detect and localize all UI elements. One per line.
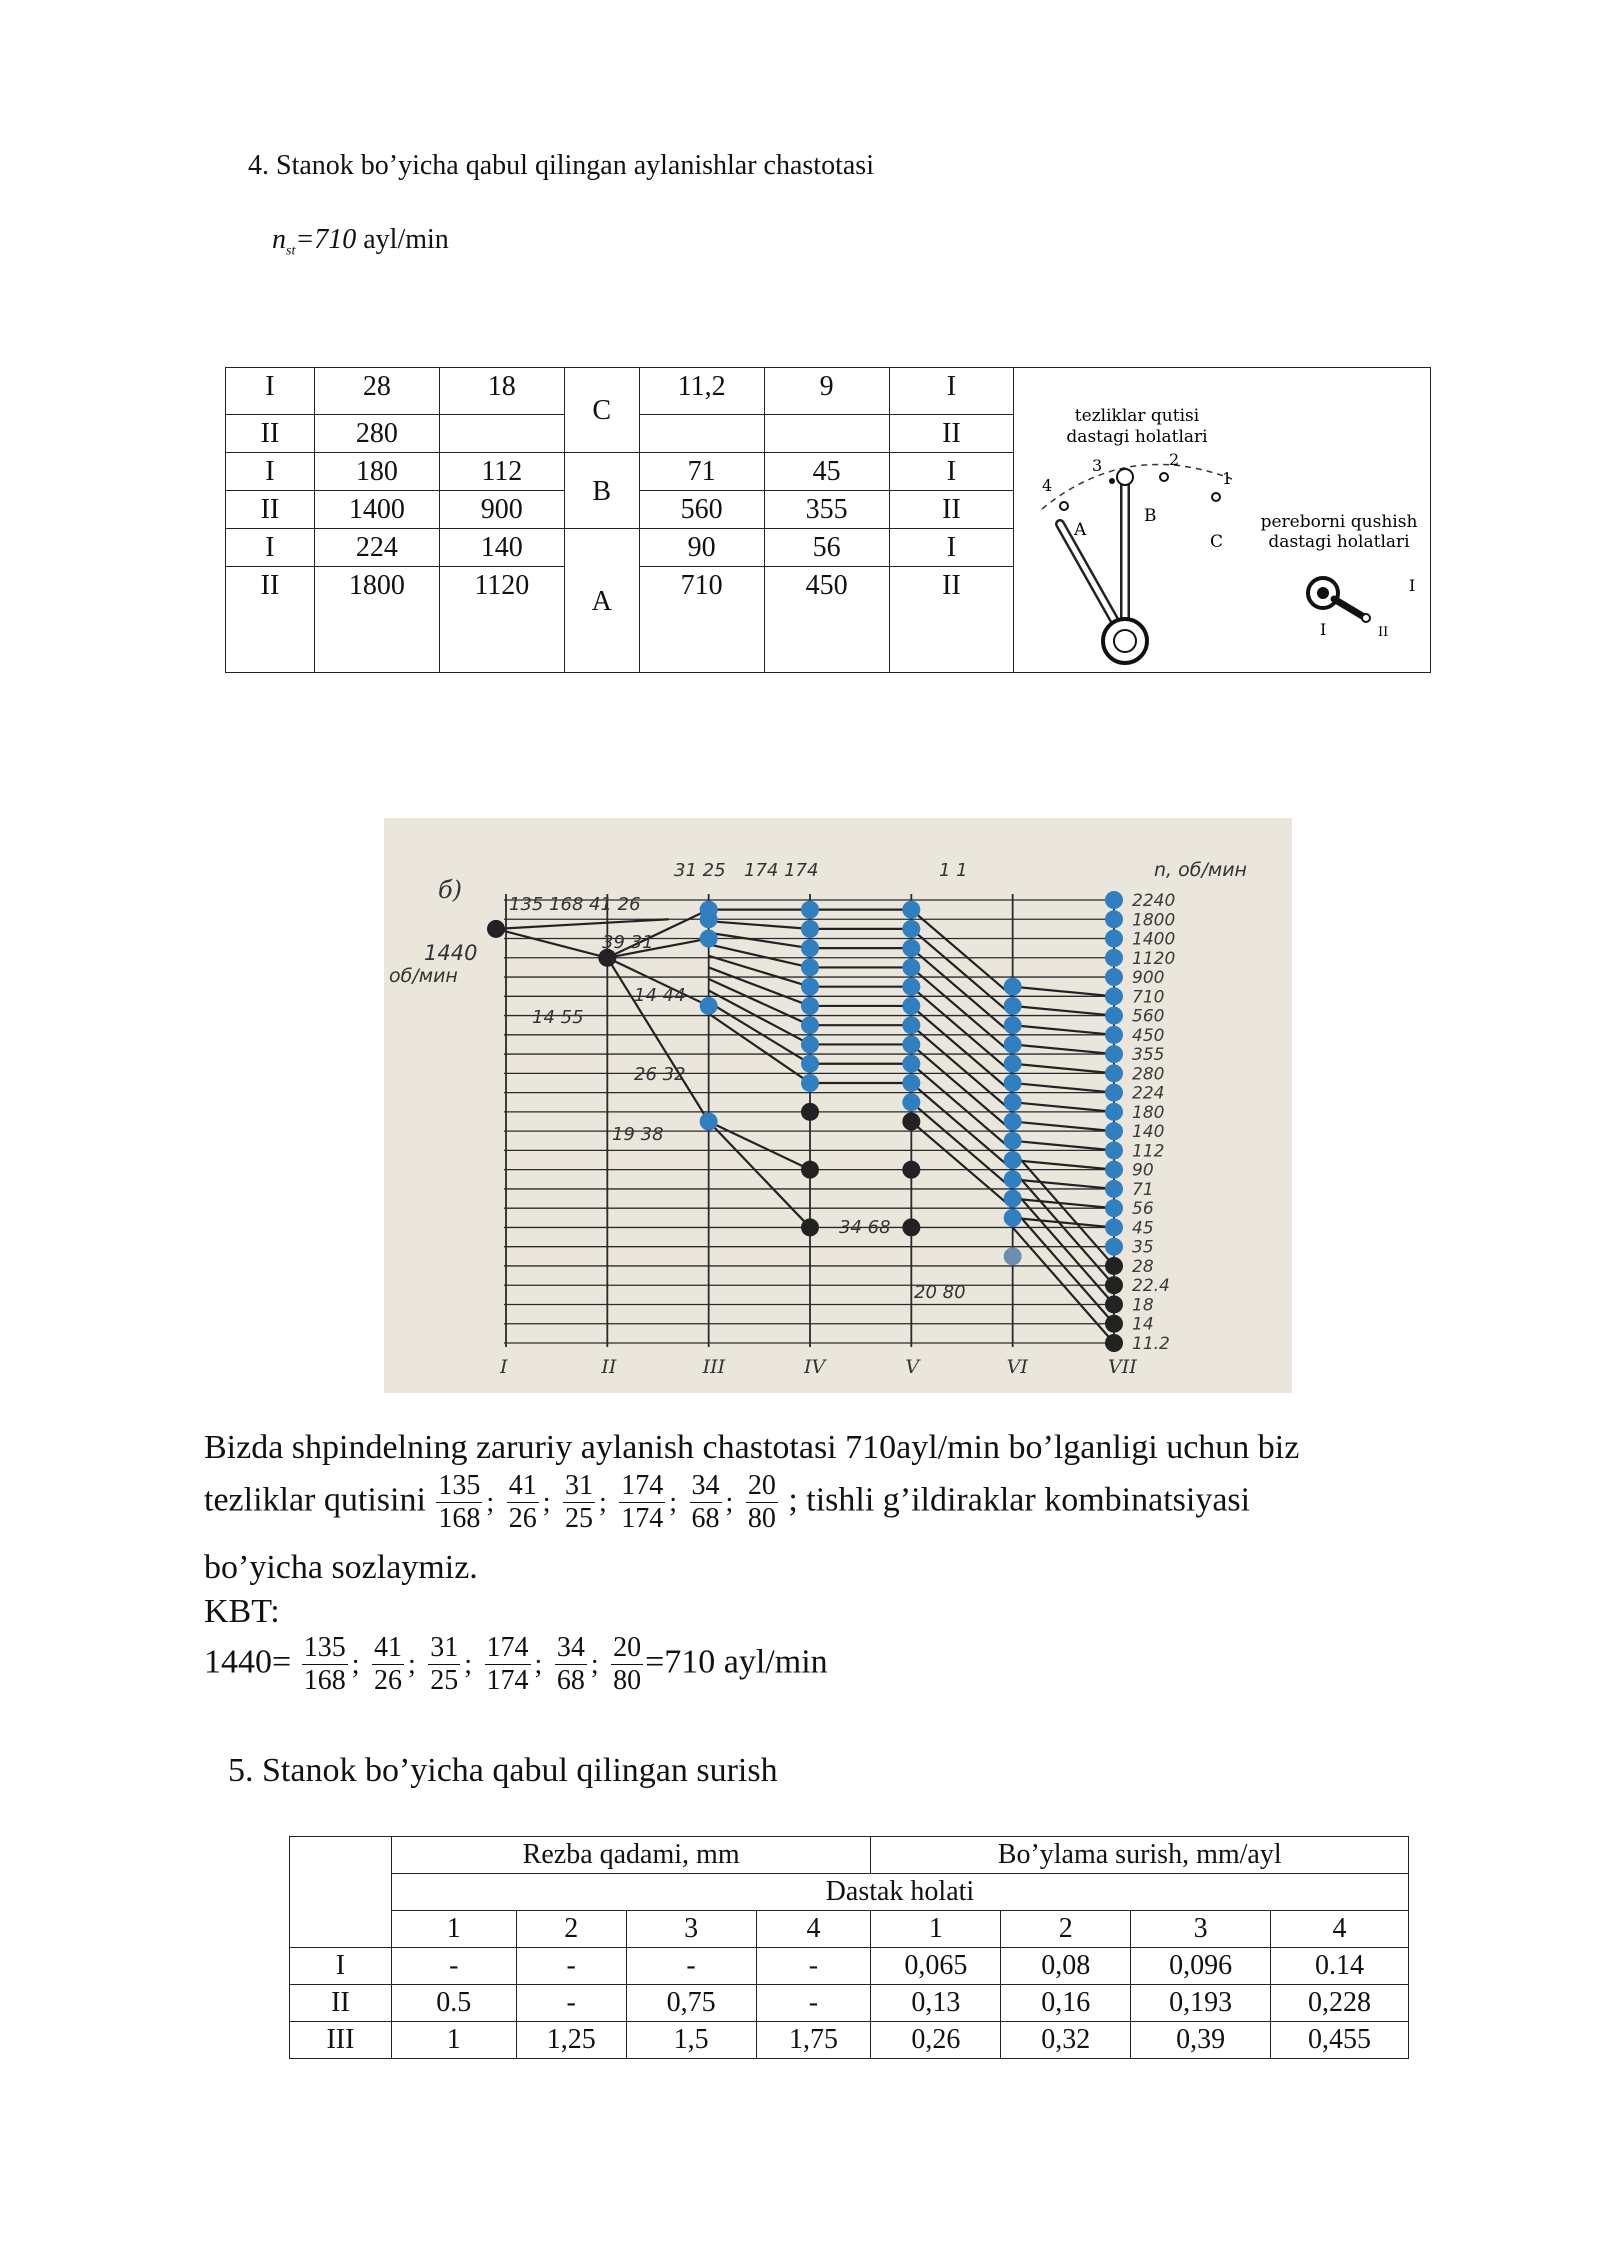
ratio: $\frac{34}{68}$: [556, 1632, 585, 1696]
speed-dot: [902, 1113, 920, 1131]
output-speed-label: 450: [1132, 1025, 1165, 1046]
position-label: 1: [1222, 469, 1233, 488]
feed-table: [289, 1836, 1409, 2059]
gear-ratio-label: 20 80: [914, 1282, 966, 1303]
output-speed-label: 180: [1132, 1102, 1165, 1123]
speed-dot: [801, 920, 819, 938]
output-speed-label: 280: [1132, 1064, 1165, 1085]
output-speed-label: 11.2: [1132, 1334, 1170, 1354]
output-speed-label: 710: [1132, 987, 1165, 1008]
ratio: $\frac{31}{25}$: [430, 1632, 459, 1696]
ratio: $\frac{41}{26}$: [373, 1632, 402, 1696]
table-cell: 180: [314, 453, 439, 491]
shaft-label: IV: [804, 1356, 826, 1378]
table-cell: 0.5: [391, 1985, 516, 2022]
speed-dot: [902, 978, 920, 996]
panel-label: б): [438, 876, 463, 904]
speed-dot: [1004, 1170, 1022, 1188]
paragraph-line1: Bizda shpindelning zaruriy aylanish chastotasi 710ayl/min bo’lganligi uchun biz: [204, 1429, 1300, 1466]
shaft-label: VII: [1108, 1356, 1137, 1378]
letter-c: C: [1210, 532, 1224, 552]
ratio: $\frac{135}{168}$: [303, 1632, 346, 1696]
table-cell: 0,065: [871, 1948, 1001, 1985]
right-title-line1: pereborni qushish: [1260, 512, 1418, 532]
speed-dot: [902, 1055, 920, 1073]
speed-dot: [1105, 1007, 1123, 1025]
speed-dot: [902, 1016, 920, 1034]
speed-dot: [902, 1074, 920, 1092]
speed-dot: [1105, 968, 1123, 986]
kbt-label: KBT:: [204, 1593, 280, 1630]
output-speed-label: 1120: [1132, 948, 1176, 969]
kbt-start: 1440=: [204, 1643, 292, 1681]
speed-dot: [1004, 1209, 1022, 1227]
diagram-title-line1: tezliklar qutisi: [1074, 406, 1200, 426]
table-cell: 450: [764, 567, 889, 673]
speed-dot: [1004, 1151, 1022, 1169]
table-cell: 1: [391, 2022, 516, 2059]
speed-dot: [1105, 987, 1123, 1005]
speed-dot: [902, 958, 920, 976]
speed-dot: [1004, 1035, 1022, 1053]
table-cell: 112: [439, 453, 564, 491]
table-cell: II: [226, 415, 315, 453]
speed-dot: [1105, 1257, 1123, 1275]
paragraph-text: ; tishli g’ildiraklar kombinatsiyasi: [788, 1481, 1251, 1519]
position-dot: [1109, 478, 1115, 484]
spindle-speed-formula: $n_{st}=710$ ayl/min: [272, 224, 449, 259]
speed-dot: [1105, 1084, 1123, 1102]
speed-dot: [902, 997, 920, 1015]
output-speed-label: 35: [1132, 1237, 1154, 1258]
table-cell: II: [889, 567, 1014, 673]
gear-ratio-label: 135 168: [509, 894, 584, 915]
table-cell: II: [889, 491, 1014, 529]
table-cell: 0,193: [1131, 1985, 1271, 2022]
speed-dot: [801, 1218, 819, 1236]
table-cell: 28: [314, 368, 439, 415]
gear-ratio-label: 26 32: [634, 1064, 686, 1085]
row-label: II: [290, 1985, 392, 2022]
speed-dot: [1004, 1074, 1022, 1092]
gear-ratio-label: 174 174: [744, 860, 819, 881]
speed-dot: [801, 1103, 819, 1121]
table-cell: -: [516, 1948, 626, 1985]
table-cell: II: [889, 415, 1014, 453]
table-cell: 71: [639, 453, 764, 491]
right-title-line2: dastagi holatlari: [1268, 532, 1410, 552]
speed-dot: [1105, 1122, 1123, 1140]
group-label: C: [564, 368, 639, 453]
output-speed-label: 45: [1132, 1218, 1154, 1239]
speed-dot: [801, 1161, 819, 1179]
speed-dot: [801, 978, 819, 996]
speed-dot: [1004, 1132, 1022, 1150]
table-cell: I: [226, 529, 315, 567]
ratio: $\frac{135}{168}$: [438, 1470, 481, 1534]
output-speed-label: 2240: [1132, 891, 1176, 911]
subheader: Dastak holati: [391, 1874, 1408, 1911]
table-cell: [439, 415, 564, 453]
output-speed-label: 14: [1132, 1314, 1154, 1335]
output-speed-label: 1800: [1132, 910, 1176, 931]
table-cell: -: [756, 1985, 871, 2022]
speed-dot: [801, 901, 819, 919]
letter-a: A: [1074, 520, 1087, 540]
shift-lever: [1334, 599, 1364, 617]
group-label: B: [564, 453, 639, 529]
table-cell: 90: [639, 529, 764, 567]
table-cell: 280: [314, 415, 439, 453]
lever-hub-inner: [1114, 630, 1136, 652]
table-cell: 0,26: [871, 2022, 1001, 2059]
speed-ray-diagram: [384, 818, 1292, 1393]
output-speed-label: 224: [1132, 1083, 1165, 1104]
gear-ratio-label: 31 25: [674, 860, 726, 881]
speed-dot: [1105, 1026, 1123, 1044]
speed-dot: [902, 1218, 920, 1236]
speed-dot: [1105, 1295, 1123, 1313]
speed-dot: [1004, 1190, 1022, 1208]
table-row: [290, 1874, 1409, 1911]
table-cell: 0,13: [871, 1985, 1001, 2022]
column-header: 1: [391, 1911, 516, 1948]
input-unit: об/мин: [389, 965, 458, 987]
ratio: $\frac{20}{80}$: [747, 1470, 776, 1534]
speed-dot: [1105, 1045, 1123, 1063]
corner-cell: [290, 1837, 392, 1948]
speed-dot: [1004, 1016, 1022, 1034]
paragraph-line2: tezliklar qutisini $\frac{135}{168}$ ; $\frac{41}{26}$ ; $\frac{31}{25}$ ; $\frac{174}{174}$ ; $\frac{34}{68}$ ; $\frac{20}{80}$ ; tishli g’ildiraklar kombinatsiyasi: [204, 1470, 1251, 1534]
gear-ratio-label: 39 31: [602, 932, 654, 953]
table-cell: 224: [314, 529, 439, 567]
speed-dot: [700, 997, 718, 1015]
speed-dot: [801, 1055, 819, 1073]
speed-dot: [1105, 1103, 1123, 1121]
table-cell: -: [516, 1985, 626, 2022]
output-speed-label: 71: [1132, 1179, 1154, 1200]
speed-dot: [1105, 891, 1123, 909]
speed-dot: [902, 1035, 920, 1053]
shaft-label: II: [601, 1356, 617, 1378]
column-header: 3: [626, 1911, 756, 1948]
table-cell: I: [226, 368, 315, 415]
speed-dot: [801, 939, 819, 957]
speed-dot: [1004, 1055, 1022, 1073]
column-header: 1: [871, 1911, 1001, 1948]
speed-dot: [1105, 1141, 1123, 1159]
speed-dot: [1105, 1064, 1123, 1082]
row-label: III: [290, 2022, 392, 2059]
shift-lever-end: [1362, 614, 1370, 622]
paragraph-line3: bo’yicha sozlaymiz.: [204, 1549, 478, 1586]
output-speed-label: 28: [1132, 1256, 1154, 1277]
table-cell: -: [391, 1948, 516, 1985]
table-cell: I: [226, 453, 315, 491]
output-speed-label: 18: [1132, 1295, 1154, 1316]
table-row: [290, 1837, 1409, 1874]
output-speed-label: 90: [1132, 1160, 1154, 1181]
column-header: 4: [1271, 1911, 1409, 1948]
diagram-title-line2: dastagi holatlari: [1066, 427, 1208, 447]
output-speed-label: 355: [1132, 1045, 1165, 1066]
table-cell: 18: [439, 368, 564, 415]
ratio: $\frac{34}{68}$: [691, 1470, 720, 1534]
ratio: $\frac{41}{26}$: [508, 1470, 537, 1534]
column-header: 3: [1131, 1911, 1271, 1948]
speed-dot: [1105, 949, 1123, 967]
ratio: $\frac{31}{25}$: [564, 1470, 593, 1534]
table-cell: 9: [764, 368, 889, 415]
speed-dot: [1004, 1113, 1022, 1131]
position-arc: [1042, 464, 1232, 509]
shaft-label: VI: [1006, 1356, 1028, 1378]
speed-dot: [1105, 1276, 1123, 1294]
mark-label: II: [1378, 625, 1389, 640]
output-speed-label: 112: [1132, 1141, 1165, 1162]
table-cell: 0,228: [1271, 1985, 1409, 2022]
gear-ratio-label: 1 1: [939, 860, 968, 881]
table-row: [290, 1985, 1409, 2022]
section-4-heading: 4. Stanok bo’yicha qabul qilingan aylanishlar chastotasi: [248, 150, 874, 181]
table-cell: 11,2: [639, 368, 764, 415]
table-cell: 710: [639, 567, 764, 673]
speed-dot: [902, 920, 920, 938]
input-speed: 1440: [424, 941, 478, 965]
speed-dot: [1004, 1247, 1022, 1265]
table-cell: 355: [764, 491, 889, 529]
output-speed-label: 140: [1132, 1122, 1165, 1143]
table-cell: I: [889, 368, 1014, 415]
gear-ratio-label: 19 38: [612, 1124, 664, 1145]
speed-dot: [902, 1161, 920, 1179]
table-cell: 0,39: [1131, 2022, 1271, 2059]
speed-dot: [700, 910, 718, 928]
output-speed-label: 560: [1132, 1006, 1165, 1027]
table-cell: 1800: [314, 567, 439, 673]
table-cell: [764, 415, 889, 453]
table-cell: I: [889, 529, 1014, 567]
output-speed-label: 22.4: [1132, 1276, 1170, 1297]
speed-dot: [1105, 1218, 1123, 1236]
position-dot: [1160, 473, 1168, 481]
output-speed-label: 900: [1132, 968, 1165, 989]
kbt-formula: 1440= $\frac{135}{168}$ ; $\frac{41}{26}$ ; $\frac{31}{25}$ ; $\frac{174}{174}$ ; $\frac{34}{68}$ ; $\frac{20}{80}$ =710 ayl/min: [204, 1632, 828, 1696]
table-cell: [639, 415, 764, 453]
lever-knob: [1117, 469, 1133, 485]
speed-dot: [487, 920, 505, 938]
ratio: $\frac{20}{80}$: [613, 1632, 642, 1696]
table-row: [290, 2022, 1409, 2059]
speed-dot: [1105, 1180, 1123, 1198]
shift-knob-center: [1317, 587, 1329, 599]
table-row: [290, 1911, 1409, 1948]
table-cell: 1400: [314, 491, 439, 529]
group-label: A: [564, 529, 639, 673]
gear-ratio-label: 14 44: [634, 985, 686, 1006]
output-speed-label: 56: [1132, 1199, 1154, 1220]
table-cell: 0,75: [626, 1985, 756, 2022]
paragraph-text: tezliklar qutisini: [204, 1481, 426, 1519]
position-label: 4: [1042, 476, 1053, 495]
gear-ratio-label: 41 26: [589, 894, 641, 915]
speed-dot: [1105, 1238, 1123, 1256]
table-cell: 0,16: [1001, 1985, 1131, 2022]
speed-dot: [801, 997, 819, 1015]
speed-dot: [1004, 1093, 1022, 1111]
table-cell: -: [626, 1948, 756, 1985]
section-5-heading: 5. Stanok bo’yicha qabul qilingan surish: [228, 1752, 778, 1789]
column-header: 2: [516, 1911, 626, 1948]
position-dot: [1212, 493, 1220, 501]
table-row: [290, 1948, 1409, 1985]
output-unit: n, об/мин: [1154, 859, 1247, 881]
table-cell: 900: [439, 491, 564, 529]
speed-dot: [1004, 978, 1022, 996]
table-cell: 45: [764, 453, 889, 491]
speed-dot: [902, 901, 920, 919]
table-cell: 56: [764, 529, 889, 567]
kbt-end: =710 ayl/min: [645, 1643, 828, 1681]
shaft-label: V: [905, 1356, 920, 1378]
speed-dot: [902, 939, 920, 957]
speed-dot: [1004, 997, 1022, 1015]
output-speed-label: 1400: [1132, 929, 1176, 950]
lever-positions-diagram: [1012, 369, 1429, 670]
position-label: 2: [1169, 450, 1180, 469]
table-cell: 0,096: [1131, 1948, 1271, 1985]
table-cell: 1,25: [516, 2022, 626, 2059]
speed-dot: [1105, 910, 1123, 928]
gear-ratio-label: 34 68: [839, 1217, 891, 1238]
speed-dot: [1105, 1161, 1123, 1179]
table-cell: II: [226, 567, 315, 673]
speed-dot: [801, 1016, 819, 1034]
speed-dot: [700, 930, 718, 948]
group-header: Rezba qadami, mm: [391, 1837, 871, 1874]
table-cell: 0,32: [1001, 2022, 1131, 2059]
column-header: 4: [756, 1911, 871, 1948]
gear-ratio-label: 14 55: [532, 1007, 584, 1028]
speed-dot: [801, 1074, 819, 1092]
table-cell: 0.14: [1271, 1948, 1409, 1985]
speed-dot: [1105, 930, 1123, 948]
table-cell: 140: [439, 529, 564, 567]
group-header: Bo’ylama surish, mm/ayl: [871, 1837, 1409, 1874]
table-cell: -: [756, 1948, 871, 1985]
row-label: I: [290, 1948, 392, 1985]
position-dot: [1060, 502, 1068, 510]
table-cell: 560: [639, 491, 764, 529]
speed-dot: [1105, 1199, 1123, 1217]
ratio: $\frac{174}{174}$: [621, 1470, 664, 1534]
shaft-label: I: [500, 1356, 508, 1378]
letter-b: B: [1144, 506, 1157, 526]
table-cell: 0,08: [1001, 1948, 1131, 1985]
mark-label: I: [1409, 576, 1416, 595]
table-cell: 0,455: [1271, 2022, 1409, 2059]
position-label: 3: [1092, 456, 1103, 475]
speed-dot: [1105, 1315, 1123, 1333]
table-cell: 1,5: [626, 2022, 756, 2059]
ratio: $\frac{174}{174}$: [486, 1632, 529, 1696]
column-header: 2: [1001, 1911, 1131, 1948]
speed-dot: [1105, 1334, 1123, 1352]
mark-label: I: [1320, 620, 1327, 639]
table-cell: 1120: [439, 567, 564, 673]
shaft-label: III: [702, 1356, 726, 1378]
table-cell: 1,75: [756, 2022, 871, 2059]
speed-dot: [902, 1093, 920, 1111]
table-cell: I: [889, 453, 1014, 491]
speed-dot: [801, 958, 819, 976]
speed-dot: [801, 1035, 819, 1053]
speed-dot: [700, 1113, 718, 1131]
table-cell: II: [226, 491, 315, 529]
